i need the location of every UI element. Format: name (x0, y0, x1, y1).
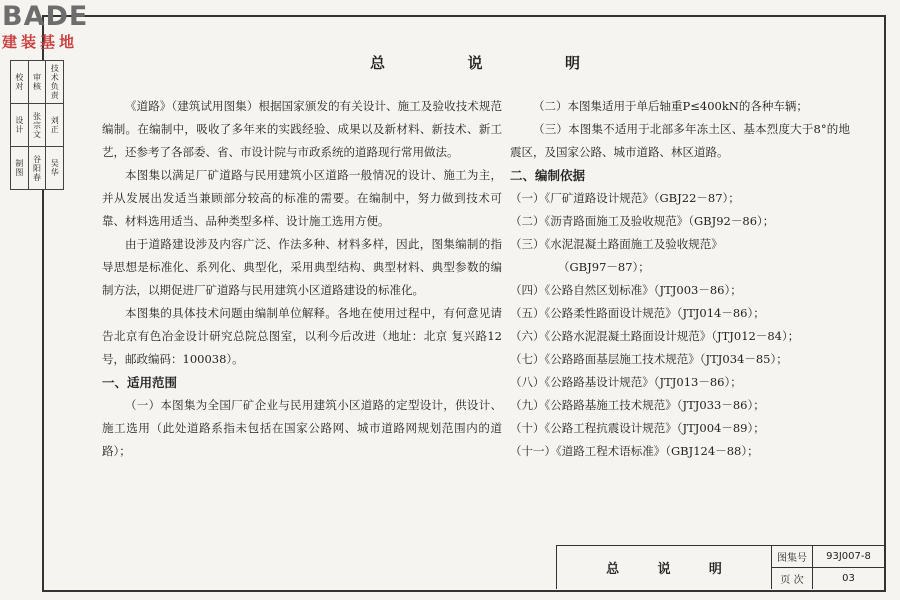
signature-cell: 谷阳春 (32, 154, 42, 182)
basis-item: （六）《公路水泥混凝土路面设计规范》（JTJ012－84）； (510, 329, 800, 343)
atlas-number-label: 图集号 (772, 546, 813, 567)
title-block-char: 总 (606, 562, 620, 577)
left-column (102, 95, 502, 463)
signature-cell: 吴华 (50, 159, 60, 177)
basis-item: （十一）《道路工程术语标准》（GBJ124－88）； (510, 444, 759, 458)
basis-item: （十）《公路工程抗震设计规范》（JTJ004－89）； (510, 421, 765, 435)
basis-item: （GBJ97－87）； (558, 260, 650, 274)
right-column (510, 95, 850, 463)
title-char: 总 (370, 54, 386, 72)
scope-item-2: （二）本图集适用于单后轴重P≤400kN的各种车辆； (533, 99, 808, 113)
signature-cell: 审核 (29, 61, 46, 104)
paragraph: 由于道路建设涉及内容广泛、作法多种、材料多样，因此，图集编制的指导思想是标准化、系列化、典型化，采用典型结构、典型材料、典型参数的编制方法，以期促进厂矿道路与民用建筑小区道路建设的标准化。 (102, 237, 502, 297)
scope-item-3: （三）本图集不适用于北部多年冻土区、基本烈度大于8°的地震区，及国家公路、城市道路、林区道路。 (510, 122, 850, 159)
signature-cell: 校对 (11, 61, 28, 104)
atlas-number-row (772, 546, 884, 568)
section-heading-basis: 二、编制依据 (510, 168, 586, 183)
basis-item: （七）《公路路面基层施工技术规范》（JTJ034－85）； (510, 352, 788, 366)
atlas-number-value: 93J007-8 (826, 551, 871, 562)
basis-item: （八）《公路路基设计规范》（JTJ013－86）； (510, 375, 742, 389)
logo (2, 2, 120, 60)
signature-cell: 制图 (14, 159, 24, 177)
logo-text-bottom: 建装基地 (2, 33, 79, 51)
signature-cell: 刘正 (46, 104, 63, 147)
title-block-title (557, 546, 772, 589)
page-number-row (772, 568, 884, 589)
title-block-char: 说 (657, 562, 671, 577)
paragraph: 《道路》（建筑试用图集）根据国家颁发的有关设计、施工及验收技术规范编制。在编制中，吸收了多年来的实践经验、成果以及新材料、新技术、新工艺，还参考了各部委、省、市设计院与市政系统的道路现行常用做法。 (102, 99, 502, 159)
title-block-char: 明 (708, 562, 722, 577)
paragraph: 本图集以满足厂矿道路与民用建筑小区道路一般情况的设计、施工为主，并从发展出发适当兼顾部分较高的标准的需要。在编制中，努力做到技术可靠、材料选用适当、品种类型多样、设计施工选用方便。 (102, 168, 502, 228)
title-block-info (772, 546, 884, 589)
basis-item: （五）《公路柔性路面设计规范》（JTJ014－86）； (510, 306, 765, 320)
page-number-value: 03 (842, 573, 855, 584)
title-block (556, 545, 884, 589)
basis-item: （三）《水泥混凝土路面施工及验收规范》 (510, 237, 723, 251)
signature-cell: 技术负责 (46, 61, 63, 104)
signature-cell: 设计 (11, 104, 28, 147)
scope-item-1: （一）本图集为全国厂矿企业与民用建筑小区道路的定型设计，供设计、施工选用（此处道路系指未包括在国家公路网、城市道路网规划范围内的道路）； (102, 398, 502, 458)
signature-column (11, 61, 29, 189)
title-char: 明 (564, 54, 580, 72)
signature-cell: 张宗文 (29, 104, 46, 147)
signature-table (10, 60, 64, 190)
paragraph: 本图集的具体技术问题由编制单位解释。各地在使用过程中，有何意见请告北京有色冶金设计研究总院总图室，以利今后改进（地址：北京 复兴路12号，邮政编码：100038）。 (102, 306, 502, 366)
logo-text-top: BADE (2, 1, 89, 32)
basis-item: （四）《公路自然区划标准》（JTJ003－86）； (510, 283, 742, 297)
title-char: 说 (467, 54, 483, 72)
signature-column (46, 61, 63, 189)
page-number-label: 页 次 (772, 568, 813, 589)
basis-item: （一）《厂矿道路设计规范》（GBJ22－87）； (510, 191, 740, 205)
section-heading-scope: 一、适用范围 (102, 375, 178, 390)
page-title (370, 52, 580, 73)
basis-item: （九）《公路路基施工技术规范》（JTJ033－86）； (510, 398, 765, 412)
basis-item: （二）《沥青路面施工及验收规范》（GBJ92－86）； (510, 214, 775, 228)
signature-column (29, 61, 47, 189)
